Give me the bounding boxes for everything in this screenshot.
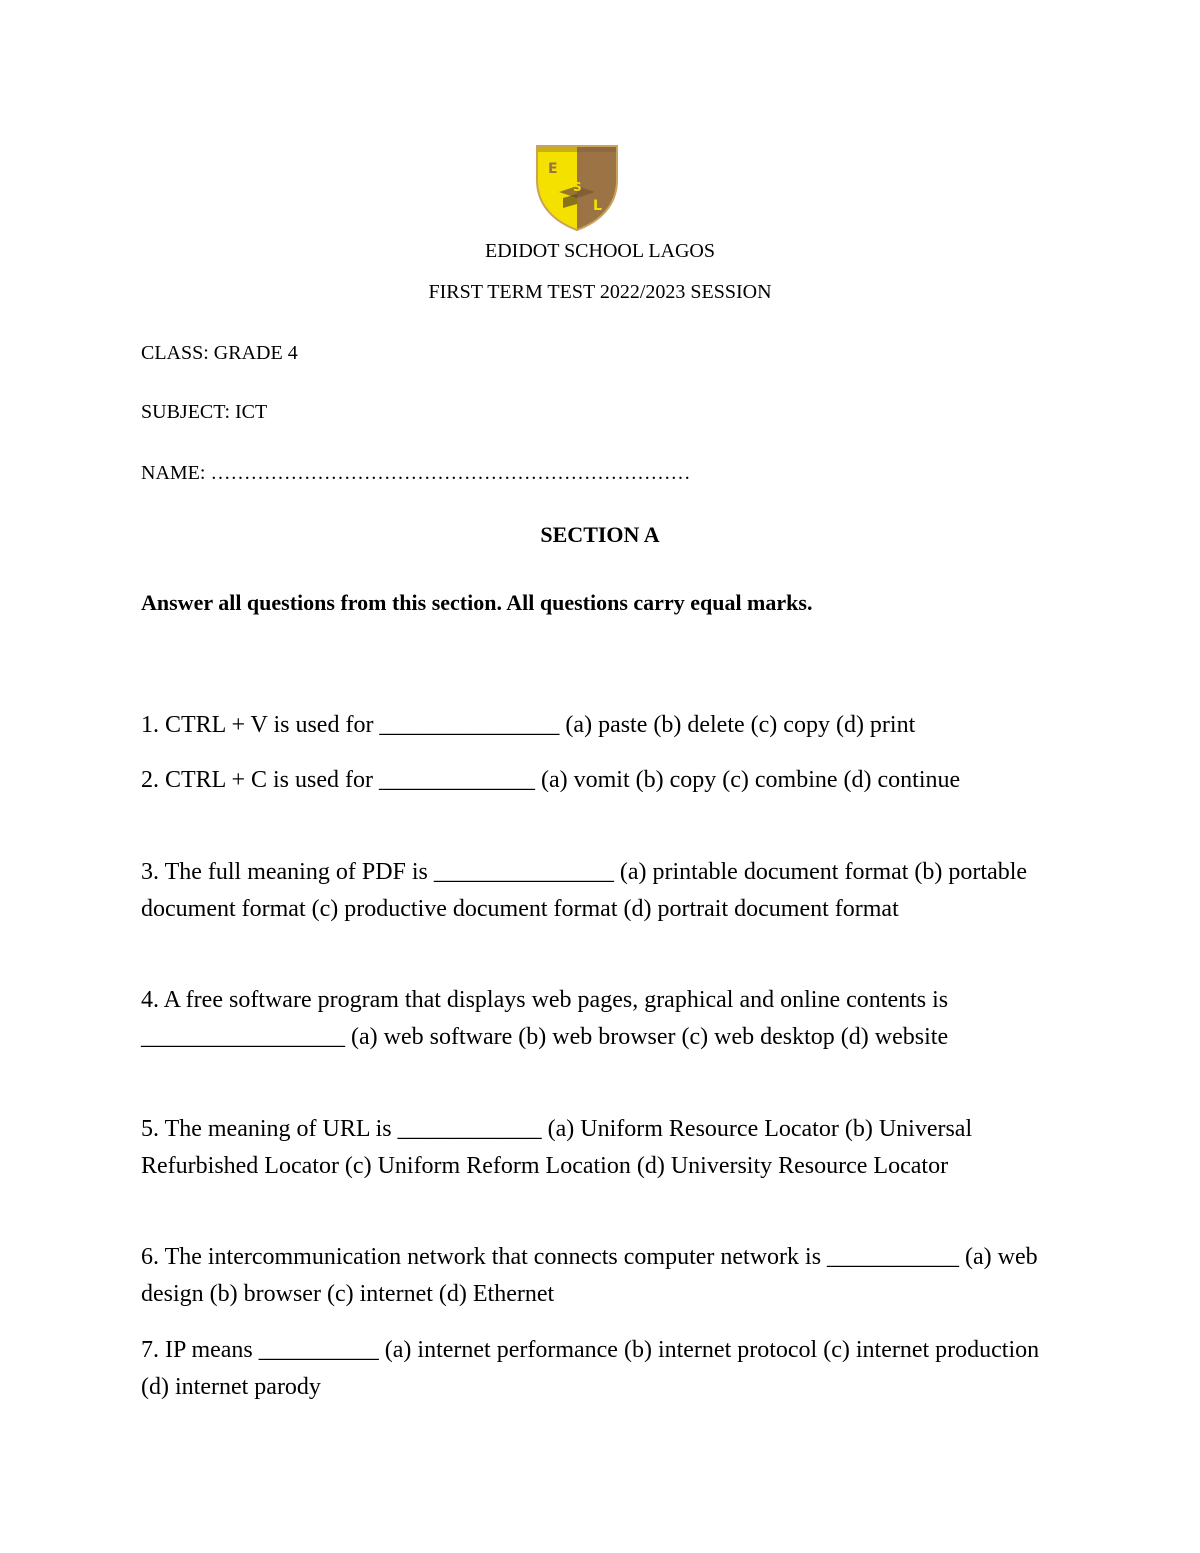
section-title: SECTION A — [540, 522, 660, 547]
crest-letter-l: L — [593, 198, 602, 214]
school-name: EDIDOT SCHOOL LAGOS — [485, 240, 715, 262]
question-1: 1. CTRL + V is used for _______________ (a) paste (b) delete (c) copy (d) print — [141, 712, 916, 738]
crest-letter-s: S — [573, 180, 582, 194]
crest-letter-e: E — [548, 161, 558, 177]
class-line: CLASS: GRADE 4 — [141, 342, 298, 364]
test-title: FIRST TERM TEST 2022/2023 SESSION — [428, 281, 772, 303]
question-6: 6. The intercommunication network that connects computer network is ___________ (a) web design (b) browser (c) internet (d) Ethernet — [141, 1244, 1038, 1307]
question-3: 3. The full meaning of PDF is _______________ (a) printable document format (b) portable document format (c) productive document format (d) portrait document format — [141, 859, 1028, 922]
question-5: 5. The meaning of URL is ____________ (a) Uniform Resource Locator (b) Universal Refurbished Locator (c) Uniform Reform Location (d) University Resource Locator — [141, 1116, 973, 1179]
name-field-line: NAME: ……………………………………………………………… — [141, 462, 691, 484]
section-instruction: Answer all questions from this section. All questions carry equal marks. — [141, 590, 813, 615]
question-7: 7. IP means __________ (a) internet performance (b) internet protocol (c) internet production (d) internet parody — [141, 1337, 1040, 1400]
subject-line: SUBJECT: ICT — [141, 401, 268, 423]
question-4: 4. A free software program that displays web pages, graphical and online contents is _________________ (a) web software (b) web browser (c) web desktop (d) website — [141, 987, 949, 1050]
question-2: 2. CTRL + C is used for _____________ (a) vomit (b) copy (c) combine (d) continue — [141, 767, 961, 793]
school-crest-logo — [533, 140, 621, 232]
